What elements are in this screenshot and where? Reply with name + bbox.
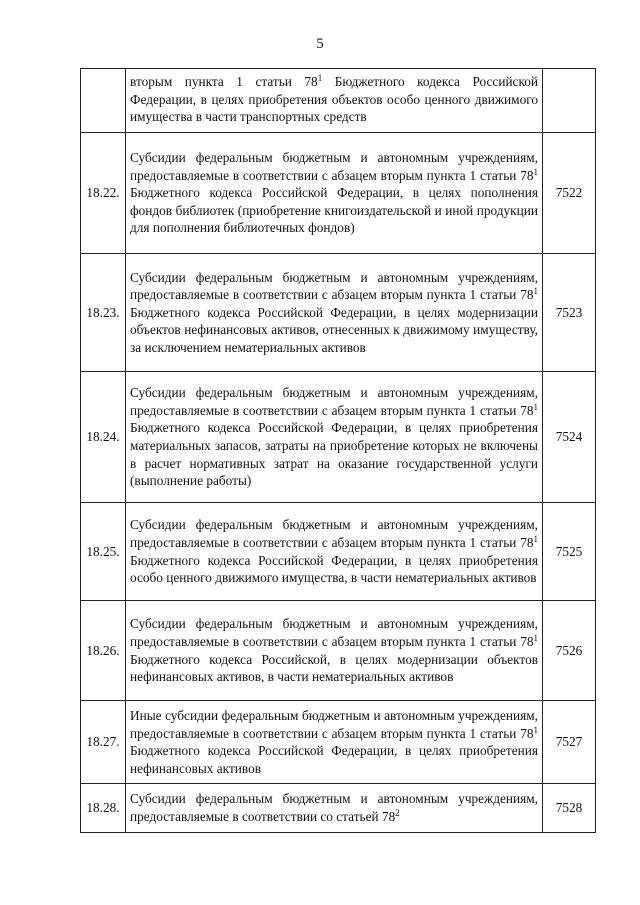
row-number: 18.24. — [81, 372, 126, 503]
row-number: 18.26. — [81, 601, 126, 701]
row-code: 7524 — [543, 372, 596, 503]
table-row — [81, 133, 596, 254]
table-row — [81, 372, 596, 503]
row-code: 7525 — [543, 503, 596, 601]
row-code: 7522 — [543, 133, 596, 254]
row-code: 7523 — [543, 254, 596, 372]
row-description: Субсидии федеральным бюджетным и автономным учреждениям, предоставляемые в соответствии с абзацем вторым пункта 1 статьи $78^1$ Бюджетного кодекса Российской Федерации, в целях приобретения материальных запасов, затраты на приобретение которых не включены в расчет нормативных затрат на оказание государственной услуги (выполнение работы) — [126, 372, 543, 503]
table-row — [81, 69, 596, 133]
row-description: Субсидии федеральным бюджетным и автономным учреждениям, предоставляемые в соответствии с абзацем вторым пункта 1 статьи $78^1$ Бюджетного кодекса Российской Федерации, в целях пополнения фондов библиотек (приобретение книгоиздательской и иной продукции для пополнения библиотечных фондов) — [126, 133, 543, 254]
row-description: Субсидии федеральным бюджетным и автономным учреждениям, предоставляемые в соответствии с абзацем вторым пункта 1 статьи $78^1$ Бюджетного кодекса Российской Федерации, в целях приобретения особо ценного движимого имущества, в части нематериальных активов — [126, 503, 543, 601]
row-description: вторым пункта 1 статьи $78^1$ Бюджетного кодекса Российской Федерации, в целях приобретения объектов особо ценного движимого имущества в части транспортных средств — [126, 69, 543, 133]
row-number — [81, 69, 126, 133]
row-number: 18.23. — [81, 254, 126, 372]
row-number: 18.22. — [81, 133, 126, 254]
page-number: 5 — [316, 36, 324, 52]
row-description: Субсидии федеральным бюджетным и автономным учреждениям, предоставляемые в соответствии со статьей $78^2$ — [126, 784, 543, 832]
table-row — [81, 784, 596, 832]
row-number: 18.28. — [81, 784, 126, 832]
row-code: 7527 — [543, 701, 596, 784]
row-code — [543, 69, 596, 133]
table-row — [81, 701, 596, 784]
table-row — [81, 254, 596, 372]
table-row — [81, 601, 596, 701]
row-code: 7528 — [543, 784, 596, 832]
row-description: Субсидии федеральным бюджетным и автономным учреждениям, предоставляемые в соответствии с абзацем вторым пункта 1 статьи $78^1$ Бюджетного кодекса Российской Федерации, в целях модернизации объектов нефинансовых активов, отнесенных к движимому имуществу, за исключением нематериальных активов — [126, 254, 543, 372]
row-number: 18.25. — [81, 503, 126, 601]
row-description: Иные субсидии федеральным бюджетным и автономным учреждениям, предоставляемые в соответствии с абзацем вторым пункта 1 статьи $78^1$ Бюджетного кодекса Российской Федерации, в целях приобретения нефинансовых активов — [126, 701, 543, 784]
row-code: 7526 — [543, 601, 596, 701]
table-row — [81, 503, 596, 601]
budget-codes-table — [80, 68, 596, 833]
row-number: 18.27. — [81, 701, 126, 784]
row-description: Субсидии федеральным бюджетным и автономным учреждениям, предоставляемые в соответствии с абзацем вторым пункта 1 статьи $78^1$ Бюджетного кодекса Российской, в целях модернизации объектов нефинансовых активов, в части нематериальных активов — [126, 601, 543, 701]
